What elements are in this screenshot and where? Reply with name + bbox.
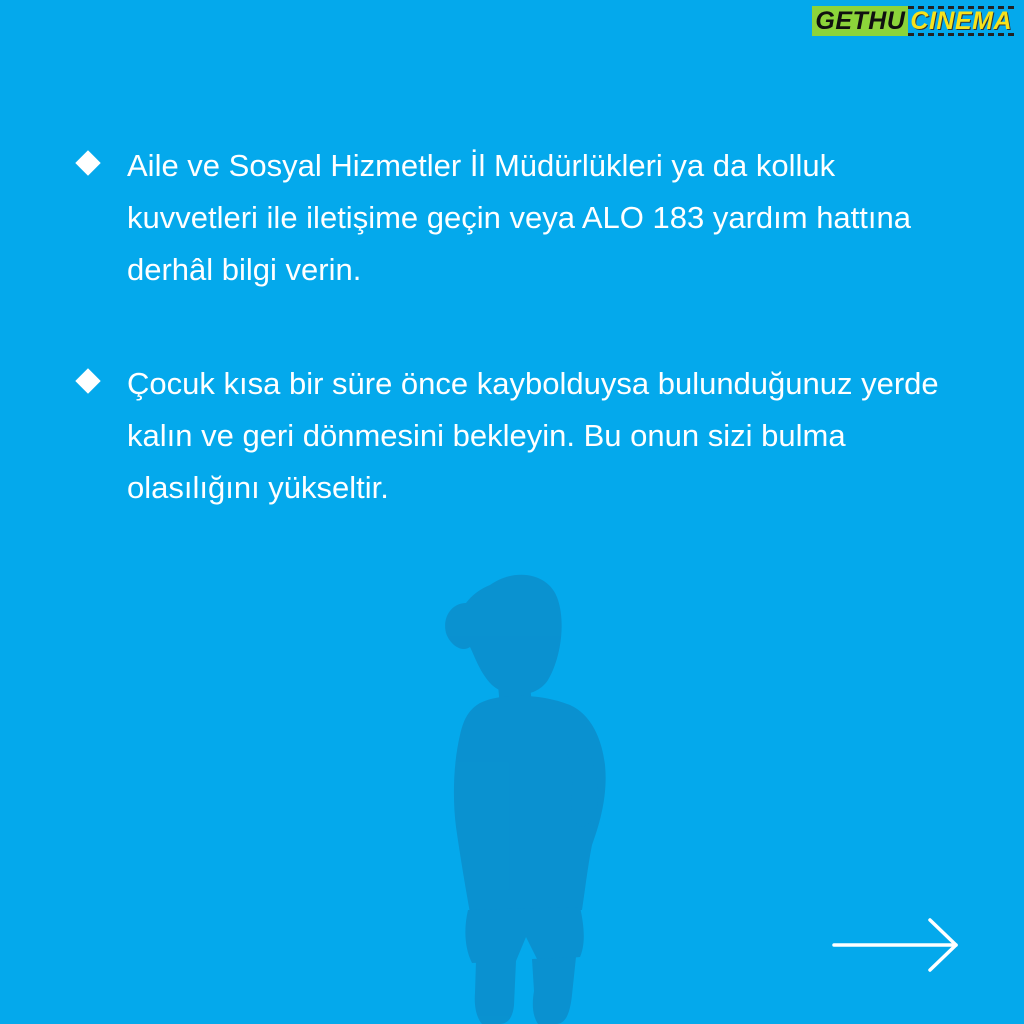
watermark-part-2: CINEMA bbox=[908, 6, 1016, 36]
bullet-text: Çocuk kısa bir süre önce kaybolduysa bulunduğunuz yerde kalın ve geri dönmesini bekleyin. Bu onun sizi bulma olasılığını yükseltir. bbox=[127, 366, 939, 505]
bullet-item-contact-authorities bbox=[70, 142, 970, 296]
bullet-item-stay-in-place bbox=[70, 360, 970, 514]
diamond-icon bbox=[75, 150, 100, 175]
watermark-logo bbox=[812, 6, 1016, 36]
arrow-right-icon[interactable] bbox=[830, 916, 962, 974]
bullet-list bbox=[70, 142, 970, 578]
diamond-icon bbox=[75, 368, 100, 393]
watermark-part-1: GETHU bbox=[812, 6, 908, 36]
child-silhouette bbox=[420, 565, 640, 1024]
bullet-text: Aile ve Sosyal Hizmetler İl Müdürlükleri ya da kolluk kuvvetleri ile iletişime geçin veya ALO 183 yardım hattına derhâl bilgi verin. bbox=[127, 148, 911, 287]
